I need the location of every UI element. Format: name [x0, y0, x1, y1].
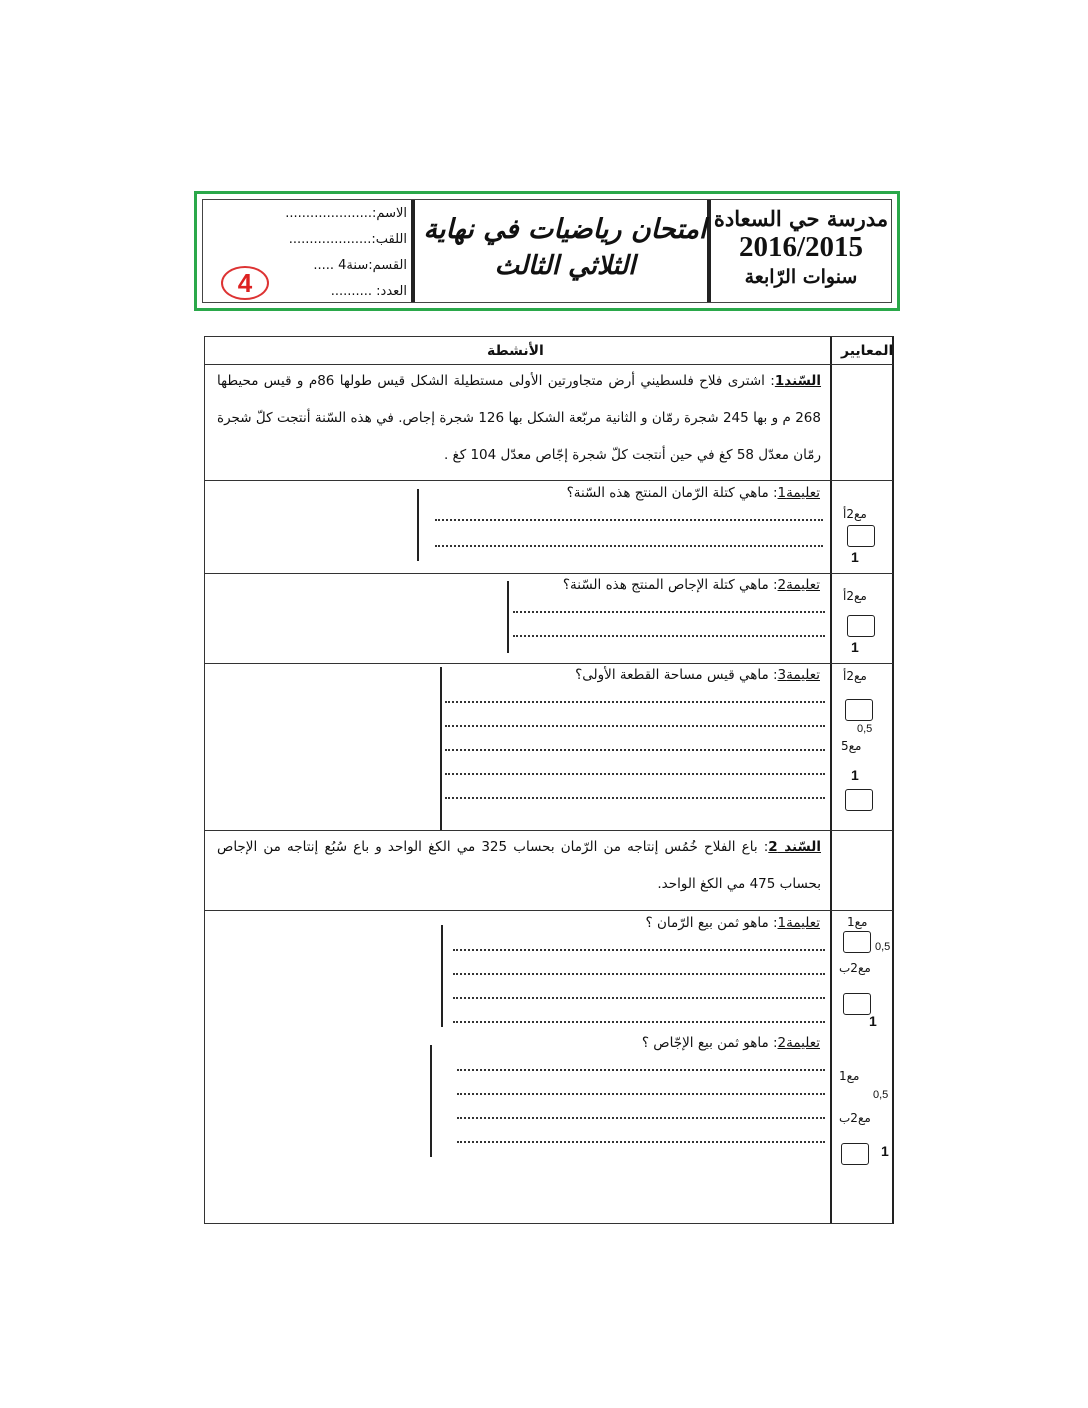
- class-field[interactable]: القسم:سنة4 .....: [313, 258, 407, 273]
- grade-level-text: سنوات الرّابعة: [744, 266, 858, 288]
- answer-line[interactable]: [435, 519, 823, 521]
- instruction-label: تعليمة1: [777, 485, 820, 501]
- score-points: 1: [851, 639, 859, 655]
- exam-title-line2: الثلاثي الثالث: [494, 251, 636, 281]
- instruction-label: تعليمة2: [777, 577, 820, 593]
- criteria-column-divider: [830, 337, 832, 1223]
- s2-instruction-2: [642, 1035, 820, 1051]
- surname-field[interactable]: اللقب:....................: [288, 232, 407, 247]
- score-points: 0,5: [857, 723, 873, 735]
- answer-line[interactable]: [445, 773, 825, 775]
- exam-sheet: [204, 336, 894, 1224]
- school-name: مدرسة حي السعادة: [713, 206, 889, 231]
- score-box[interactable]: [847, 525, 875, 547]
- school-year: 2016/2015: [738, 231, 864, 263]
- bottom-line: [205, 1223, 893, 1224]
- answer-line[interactable]: [435, 545, 823, 547]
- score-points: 1: [869, 1013, 877, 1029]
- criterion-label: مع2ب: [839, 961, 871, 975]
- answer-line[interactable]: [453, 973, 825, 975]
- score-box[interactable]: [845, 699, 873, 721]
- row-line: [205, 573, 893, 574]
- criterion-label: مع2أ: [843, 589, 867, 603]
- situation-2-label: السّند 2: [768, 839, 821, 855]
- criterion-label: مع5: [841, 739, 862, 753]
- criterion-label: مع2ب: [839, 1111, 871, 1125]
- header-inner-frame: [202, 199, 892, 303]
- answer-line[interactable]: [445, 749, 825, 751]
- situation-1-label: السّند1: [774, 373, 822, 389]
- criteria-header: المعايير: [841, 343, 894, 359]
- criterion-label: مع2أ: [843, 507, 867, 521]
- answer-line[interactable]: [453, 997, 825, 999]
- criterion-label: مع1: [847, 915, 868, 929]
- score-box[interactable]: [841, 1143, 869, 1165]
- score-box[interactable]: [843, 993, 871, 1015]
- score-points: 0,5: [875, 941, 891, 953]
- exam-header: [194, 191, 900, 311]
- situation-2-text: : باع الفلاح خُمُس إنتاجه من الرّمان بحساب 325 مي الكغ الواحد و باع سُبُع إنتاجه من الإجاص بحساب 475 مي الكغ الواحد.: [217, 839, 821, 892]
- instruction-text: : ماهي كتلة الرّمان المنتج هذه السّنة؟: [566, 485, 778, 501]
- answer-line[interactable]: [445, 797, 825, 799]
- answer-line[interactable]: [457, 1093, 825, 1095]
- answer-margin-line: [440, 667, 442, 831]
- answer-margin-line: [430, 1045, 432, 1157]
- school-info: [711, 200, 891, 302]
- s1-instruction-1: [567, 485, 820, 501]
- situation-2: [217, 829, 821, 903]
- answer-line[interactable]: [457, 1141, 825, 1143]
- situation-1: [217, 363, 821, 474]
- score-points: 1: [851, 549, 859, 565]
- situation-1-text: : اشترى فلاح فلسطيني أرض متجاورتين الأولى مستطيلة الشكل قيس طولها 86م و قيس محيطها 268 م و بها 245 شجرة رمّان و الثانية مربّعة الشكل بها 126 شجرة إجاص. في هذه السّنة أنتجت كلّ شجرة رمّان معدّل 58 كغ في حين أنتجت كلّ شجرة إجّاص معدّل 104 كغ .: [217, 373, 821, 463]
- s1-instruction-3: [575, 667, 820, 683]
- name-field[interactable]: الاسم:.....................: [285, 206, 407, 221]
- grade-badge: 4: [221, 266, 269, 300]
- row-line: [205, 480, 893, 481]
- answer-line[interactable]: [457, 1069, 825, 1071]
- instruction-label: تعليمة2: [777, 1035, 820, 1051]
- s1-instruction-2: [563, 577, 820, 593]
- answer-line[interactable]: [445, 725, 825, 727]
- s2-instruction-1: [646, 915, 821, 931]
- score-box[interactable]: [845, 789, 873, 811]
- criterion-label: مع2أ: [843, 669, 867, 683]
- instruction-label: تعليمة1: [777, 915, 820, 931]
- instruction-text: : ماهي قيس مساحة القطعة الأولى؟: [575, 667, 778, 683]
- answer-line[interactable]: [457, 1117, 825, 1119]
- answer-line[interactable]: [513, 635, 825, 637]
- activities-header: الأنشطة: [487, 343, 544, 359]
- exam-title-line1: امتحان رياضيات في نهاية: [423, 214, 707, 245]
- instruction-text: : ماهي كتلة الإجاص المنتج هذه السّنة؟: [562, 577, 778, 593]
- score-box[interactable]: [847, 615, 875, 637]
- exam-title: [417, 200, 713, 302]
- criterion-label: مع1: [839, 1069, 860, 1083]
- instruction-text: : ماهو ثمن بيع الإجّاص ؟: [641, 1035, 778, 1051]
- score-box[interactable]: [843, 931, 871, 953]
- answer-margin-line: [507, 581, 509, 653]
- answer-line[interactable]: [445, 701, 825, 703]
- instruction-label: تعليمة3: [777, 667, 820, 683]
- row-line: [205, 663, 893, 664]
- answer-margin-line: [441, 925, 443, 1027]
- number-field[interactable]: العدد: ..........: [330, 284, 407, 299]
- score-points: 1: [881, 1143, 889, 1159]
- answer-margin-line: [417, 489, 419, 561]
- answer-line[interactable]: [513, 611, 825, 613]
- instruction-text: : ماهو ثمن بيع الرّمان ؟: [645, 915, 778, 931]
- answer-line[interactable]: [453, 949, 825, 951]
- score-points: 1: [851, 767, 859, 783]
- score-points: 0,5: [873, 1089, 889, 1101]
- answer-line[interactable]: [453, 1021, 825, 1023]
- student-identity: [203, 200, 413, 302]
- row-line: [205, 910, 893, 911]
